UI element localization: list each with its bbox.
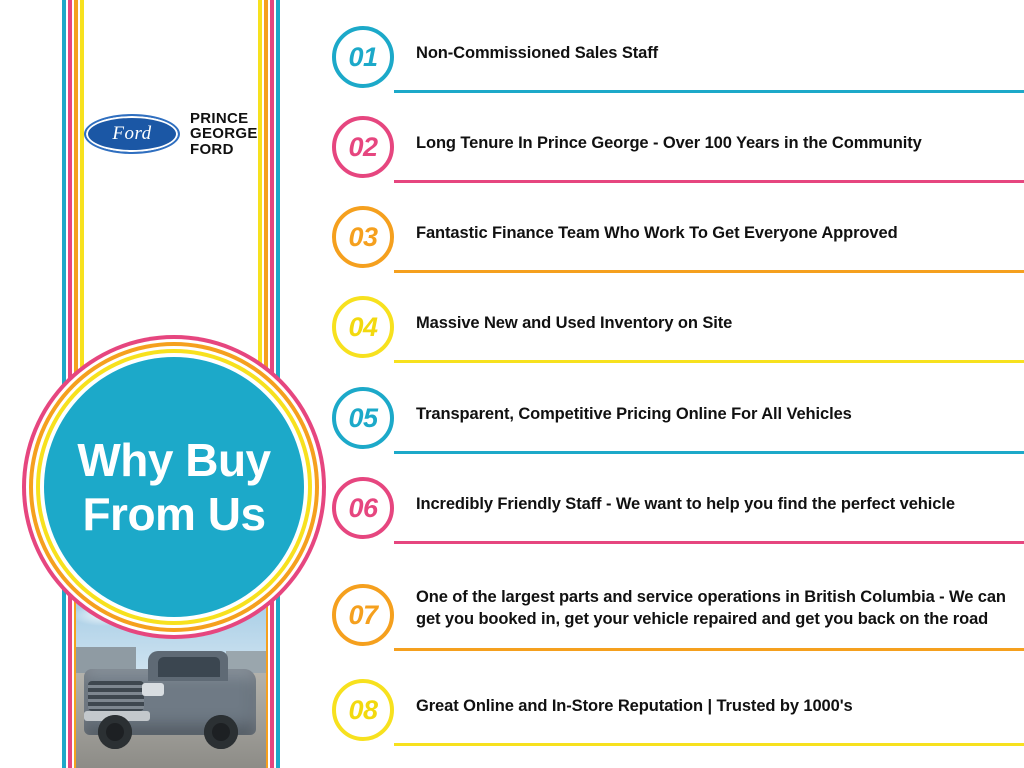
truck-windshield bbox=[158, 657, 220, 677]
list-item-text: Non-Commissioned Sales Staff bbox=[416, 44, 658, 62]
list-item-text: Long Tenure In Prince George - Over 100 Years in the Community bbox=[416, 134, 922, 152]
list-item-text: Great Online and In-Store Reputation | Trusted by 1000's bbox=[416, 697, 853, 715]
list-item-number-badge: 08 bbox=[332, 679, 394, 741]
reasons-list bbox=[318, 0, 1024, 768]
truck-rear-wheel bbox=[204, 715, 238, 749]
left-decorative-panel bbox=[0, 0, 310, 768]
badge-title-line1: Why Buy bbox=[77, 434, 271, 486]
ford-wordmark: Ford bbox=[112, 123, 152, 144]
truck-headlight bbox=[142, 683, 164, 696]
truck-front-wheel bbox=[98, 715, 132, 749]
list-item-text: Fantastic Finance Team Who Work To Get Everyone Approved bbox=[416, 224, 898, 242]
list-item-number-badge: 05 bbox=[332, 387, 394, 449]
list-item-rule bbox=[394, 743, 1024, 746]
list-item-rule bbox=[394, 270, 1024, 273]
badge-text bbox=[44, 357, 304, 617]
list-item-text: Incredibly Friendly Staff - We want to help you find the perfect vehicle bbox=[416, 495, 955, 513]
truck-grille bbox=[88, 681, 144, 711]
dealer-wordmark-line3: FORD bbox=[190, 140, 234, 158]
list-item-number-badge: 06 bbox=[332, 477, 394, 539]
list-item-text: One of the largest parts and service operations in British Columbia - We can get you booked in, get your vehicle repaired and get you back on the road bbox=[416, 588, 1006, 628]
list-item-rule bbox=[394, 360, 1024, 363]
dealer-wordmark-line1: PRINCE bbox=[190, 109, 249, 127]
list-item-rule bbox=[394, 648, 1024, 651]
list-item-text: Transparent, Competitive Pricing Online For All Vehicles bbox=[416, 405, 852, 423]
list-item-number-badge: 02 bbox=[332, 116, 394, 178]
badge-title-line2: From Us bbox=[82, 488, 266, 540]
list-item-number-badge: 07 bbox=[332, 584, 394, 646]
list-item-rule bbox=[394, 90, 1024, 93]
list-item-rule bbox=[394, 180, 1024, 183]
list-item-number-badge: 03 bbox=[332, 206, 394, 268]
list-item-number-badge: 01 bbox=[332, 26, 394, 88]
list-item-rule bbox=[394, 541, 1024, 544]
list-item-number-badge: 04 bbox=[332, 296, 394, 358]
why-buy-badge bbox=[22, 335, 326, 639]
brand-logo-row bbox=[84, 104, 264, 164]
dealer-wordmark bbox=[190, 111, 258, 158]
list-item-text: Massive New and Used Inventory on Site bbox=[416, 314, 733, 332]
list-item-rule bbox=[394, 451, 1024, 454]
dealer-wordmark-line2: GEORGE bbox=[190, 125, 258, 143]
ford-oval-logo-icon bbox=[84, 114, 180, 154]
